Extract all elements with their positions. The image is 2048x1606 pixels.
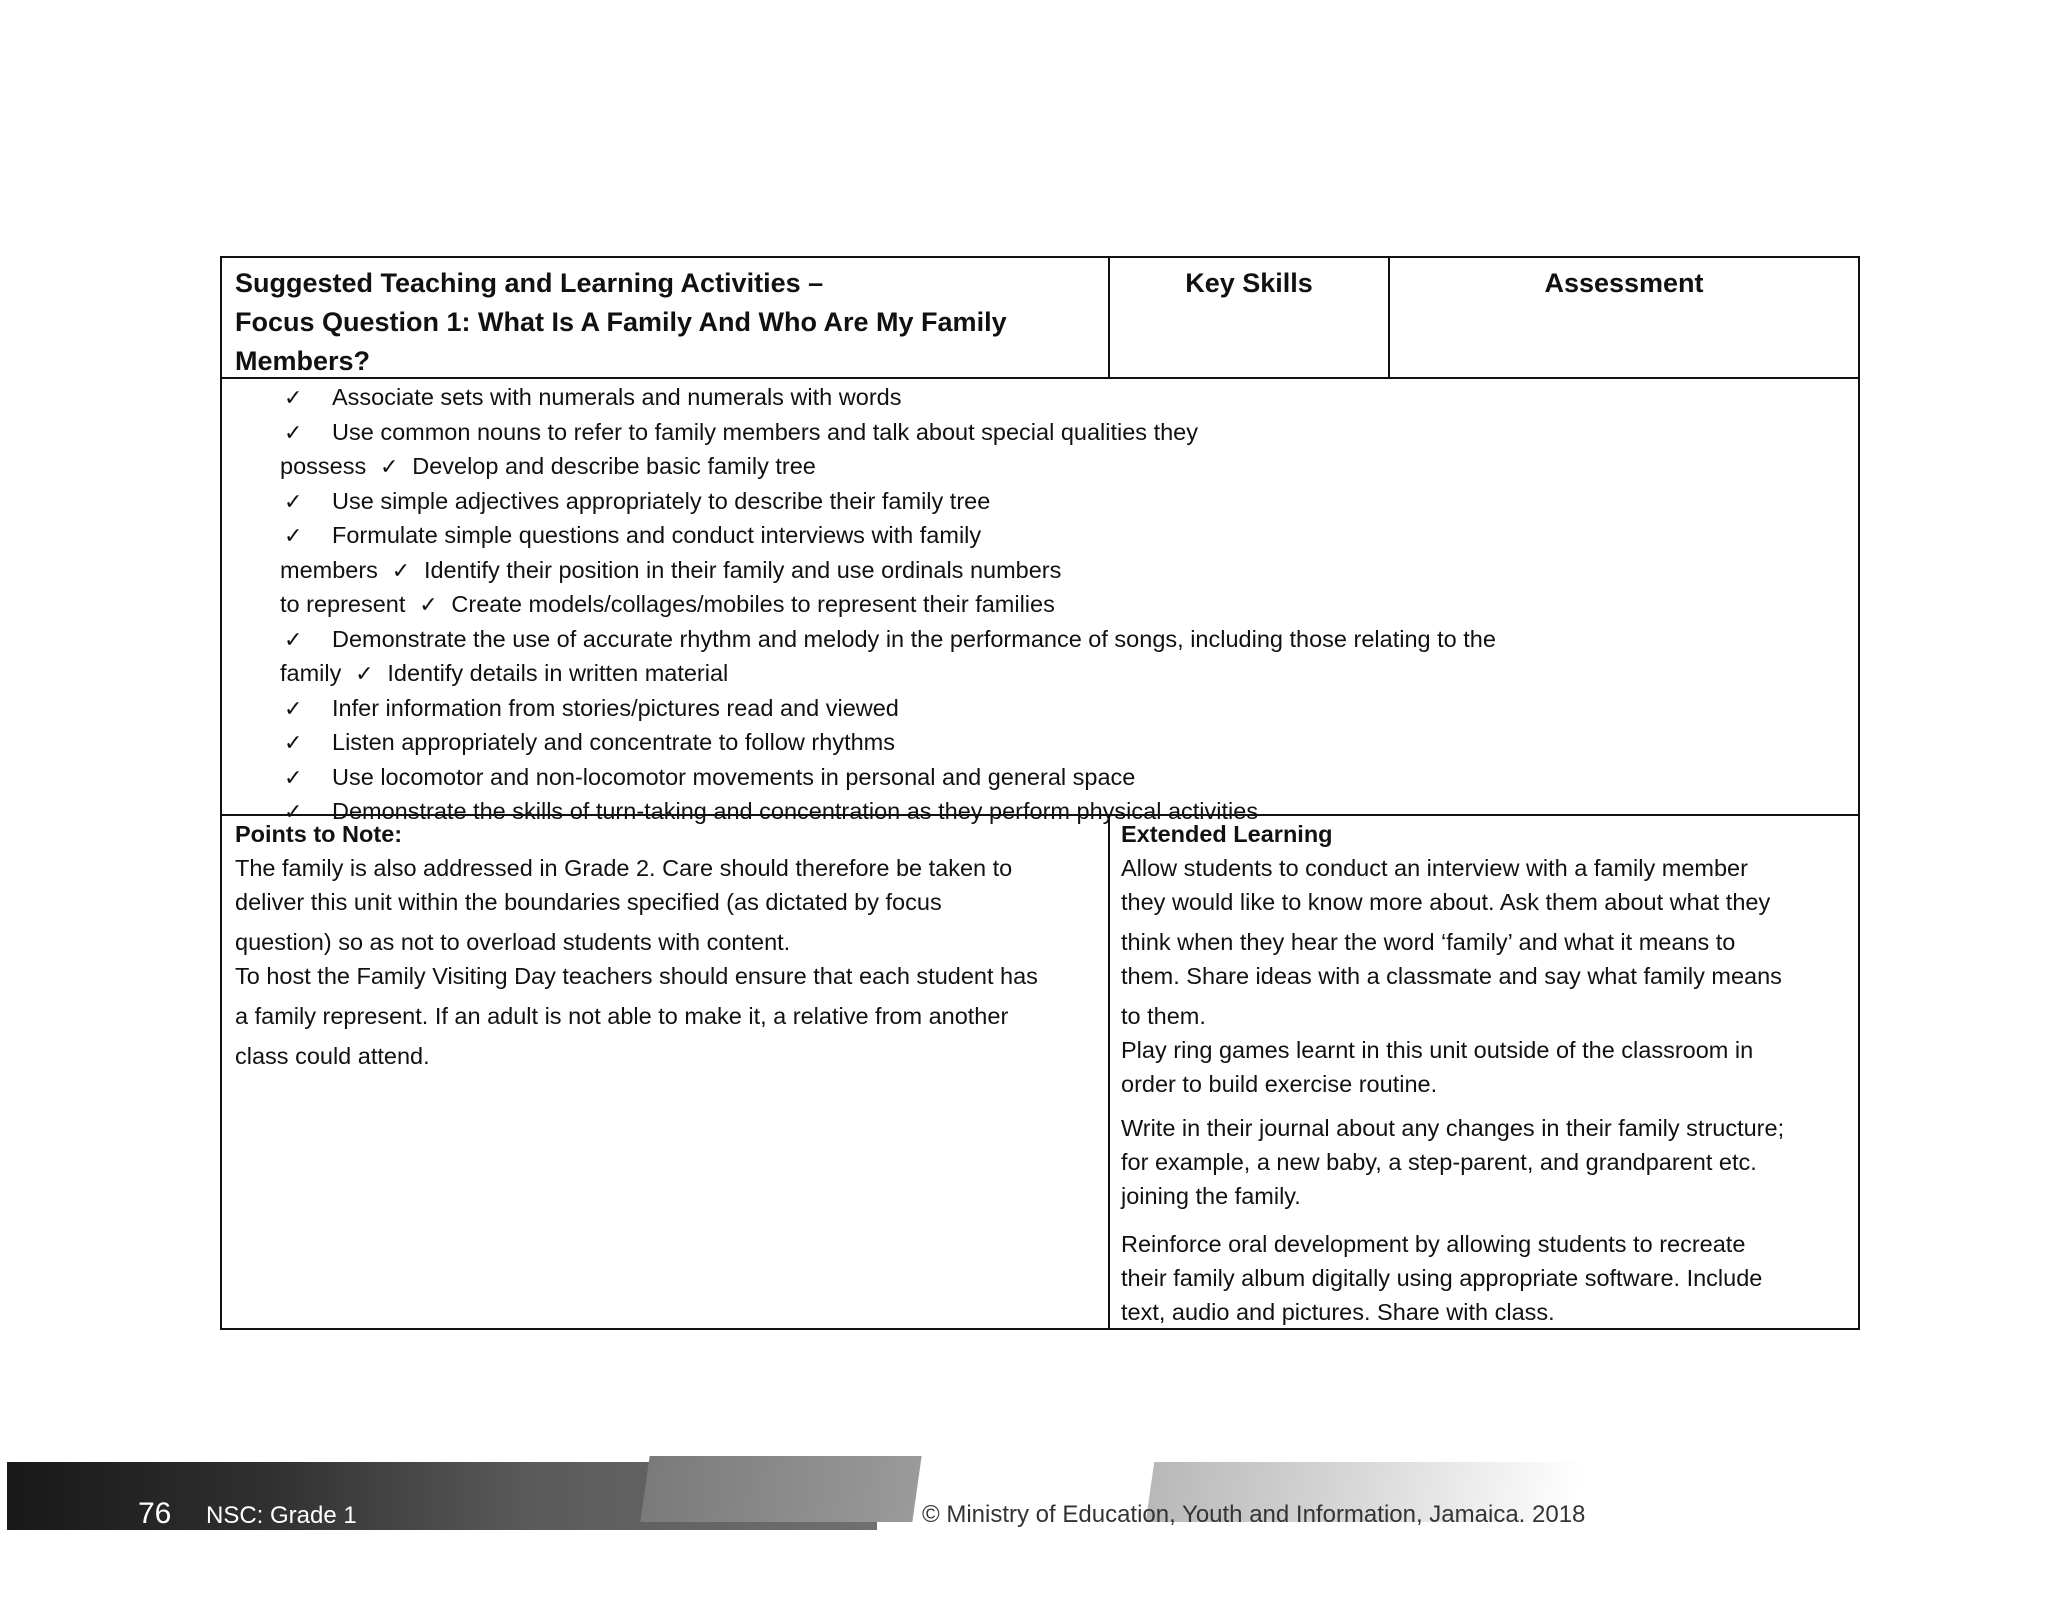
skill-text: Identify details in written material (387, 660, 729, 686)
extended-text-line: think when they hear the word ‘family’ and what it means to (1121, 929, 1736, 955)
skill-item (222, 416, 1858, 451)
skill-text: Demonstrate the use of accurate rhythm and melody in the performance of songs, including those relating to the (332, 625, 1496, 652)
extended-learning-title: Extended Learning (1121, 821, 1333, 847)
activities-table (220, 256, 1860, 1330)
footer-grade-label: NSC: Grade 1 (206, 1502, 357, 1529)
extended-text-line: their family album digitally using appropriate software. Include (1121, 1265, 1763, 1291)
checkmark-icon: ✓ (284, 765, 303, 791)
extended-text-line: Allow students to conduct an interview with a family member (1121, 855, 1748, 881)
skill-item (222, 381, 1858, 416)
focus-question-line-cont: Members? (235, 346, 371, 376)
skill-text: Demonstrate the skills of turn-taking and concentration as they perform physical activities (332, 798, 1259, 824)
skills-list-row (222, 379, 1858, 825)
skill-item (222, 519, 1858, 554)
skill-text: Associate sets with numerals and numerals with words (332, 384, 902, 410)
checkmark-icon: ✓ (419, 593, 438, 618)
skill-text: Identify their position in their family and use ordinals numbers (423, 556, 1062, 583)
skill-text: Create models/collages/mobiles to represent their families (451, 591, 1055, 617)
checkmark-icon: ✓ (284, 627, 303, 653)
skill-item (222, 623, 1858, 658)
activities-heading-line: Suggested Teaching and Learning Activities – (235, 268, 824, 298)
points-text-line: question) so as not to overload students with content. (235, 929, 791, 955)
extended-text-line: them. Share ideas with a classmate and say what family means (1121, 963, 1782, 989)
checkmark-icon: ✓ (284, 731, 303, 756)
checkmark-icon: ✓ (284, 386, 303, 411)
extended-learning-cell (1110, 816, 1858, 1328)
checkmark-icon: ✓ (284, 696, 303, 722)
skill-text: Use locomotor and non-locomotor movements in personal and general space (332, 763, 1136, 790)
notes-row (222, 816, 1858, 1328)
checkmark-icon: ✓ (284, 420, 303, 446)
page-number: 76 (138, 1497, 172, 1530)
skill-item (222, 485, 1858, 520)
points-text-line: a family represent. If an adult is not able to make it, a relative from another (235, 1003, 1009, 1029)
skill-text: family (280, 660, 342, 686)
points-text-line: deliver this unit within the boundaries specified (as dictated by focus (235, 889, 942, 915)
skill-text: Listen appropriately and concentrate to follow rhythms (332, 729, 896, 755)
skill-item (222, 761, 1858, 796)
skill-text: Develop and describe basic family tree (412, 453, 816, 479)
header-key-skills-cell (1110, 258, 1390, 377)
extended-text-line: Play ring games learnt in this unit outside of the classroom in (1121, 1037, 1754, 1063)
extended-text-line: they would like to know more about. Ask them about what they (1121, 889, 1771, 915)
checkmark-icon: ✓ (355, 662, 374, 687)
header-assessment-cell (1390, 258, 1858, 377)
skill-item (222, 588, 1858, 623)
skill-item (222, 692, 1858, 727)
skill-text: possess (280, 453, 367, 479)
points-to-note-title: Points to Note: (235, 821, 403, 847)
focus-question-line: Focus Question 1: What Is A Family And Who Are My Family (235, 307, 1007, 337)
extended-text-line: joining the family. (1121, 1183, 1301, 1209)
extended-text-line: for example, a new baby, a step-parent, and grandparent etc. (1121, 1149, 1757, 1175)
extended-text-line: Write in their journal about any changes in their family structure; (1121, 1115, 1785, 1141)
header-activities-cell (222, 258, 1110, 377)
points-text-line: class could attend. (235, 1043, 430, 1069)
checkmark-icon: ✓ (284, 489, 303, 515)
skill-text: Infer information from stories/pictures read and viewed (332, 694, 899, 721)
extended-text-line: to them. (1121, 1003, 1206, 1029)
extended-text-line: text, audio and pictures. Share with class. (1121, 1299, 1555, 1325)
points-text-line: To host the Family Visiting Day teachers should ensure that each student has (235, 963, 1038, 989)
checkmark-icon: ✓ (284, 800, 303, 825)
assessment-heading: Assessment (1544, 268, 1704, 298)
extended-text-line: Reinforce oral development by allowing students to recreate (1121, 1231, 1746, 1257)
skill-item (222, 450, 1858, 485)
skill-text: members (280, 556, 378, 583)
skill-text: Formulate simple questions and conduct interviews with family (332, 522, 982, 548)
extended-text-line: order to build exercise routine. (1121, 1071, 1438, 1097)
skill-text: Use common nouns to refer to family members and talk about special qualities they (332, 418, 1199, 445)
checkmark-icon: ✓ (391, 558, 411, 584)
footer-slant-band (640, 1456, 921, 1522)
skill-text: to represent (280, 591, 406, 617)
skill-item (222, 554, 1858, 589)
table-header-row (222, 258, 1858, 379)
key-skills-heading: Key Skills (1185, 268, 1313, 298)
points-text-line: The family is also addressed in Grade 2. Care should therefore be taken to (235, 855, 1013, 881)
skill-item (222, 726, 1858, 761)
checkmark-icon: ✓ (284, 524, 303, 549)
footer-copyright: © Ministry of Education, Youth and Information, Jamaica. 2018 (922, 1501, 1586, 1528)
skill-item (222, 657, 1858, 692)
checkmark-icon: ✓ (380, 455, 399, 480)
points-to-note-cell (222, 816, 1110, 1328)
skill-text: Use simple adjectives appropriately to describe their family tree (332, 487, 991, 514)
